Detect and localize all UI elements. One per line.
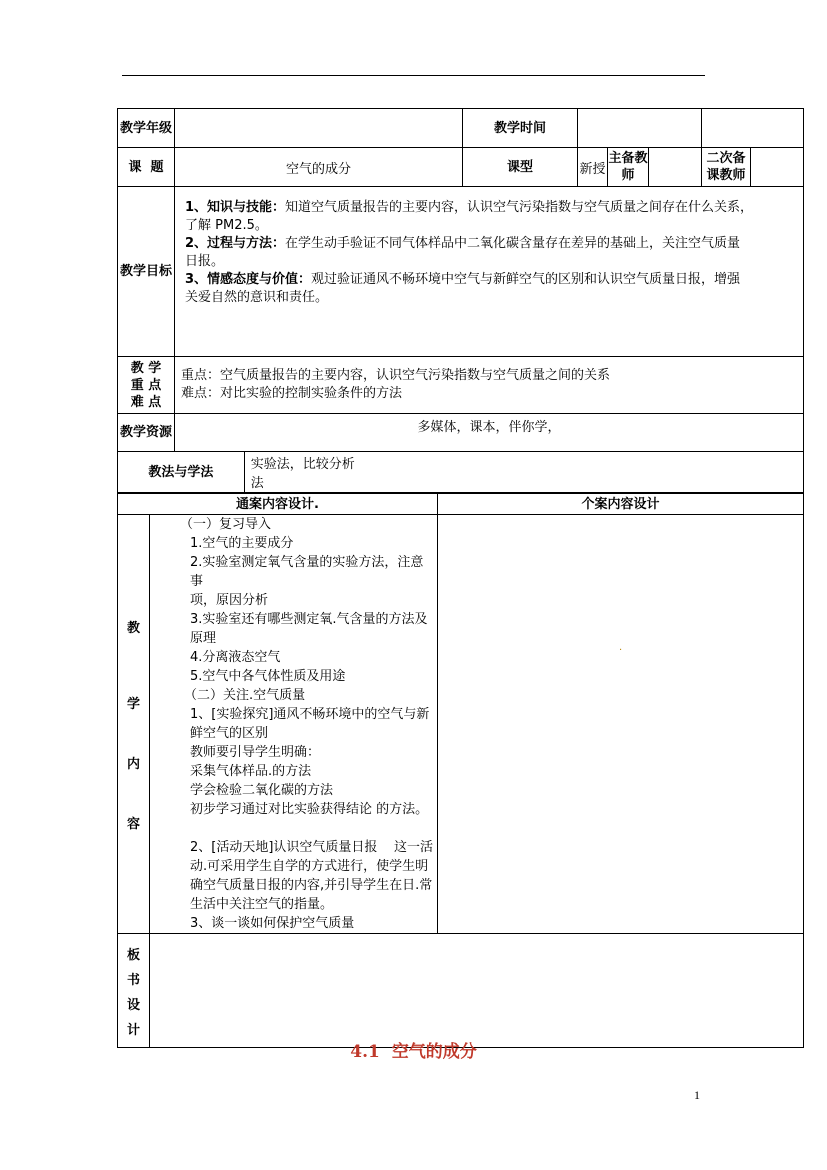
methods-value: 实验法，比较分析法 bbox=[250, 457, 355, 491]
goals-content bbox=[175, 187, 804, 357]
grade-value bbox=[175, 109, 463, 148]
content-line: （一）复习导入 bbox=[180, 517, 272, 532]
goal-line-3: 2、过程与方法：在学生动手验证不同气体样品中二氧化碳含量存在差异的基础上，关注空气质量 bbox=[185, 235, 741, 251]
general-design-header: 通案内容设计. bbox=[118, 494, 438, 515]
content-line: 初步学习通过对比实验获得结论 的方法。 bbox=[190, 802, 429, 817]
resources-value: 多媒体，课本，伴你学， bbox=[175, 414, 804, 452]
methods-label: 教法与学法 bbox=[148, 464, 214, 480]
time-value-1 bbox=[578, 109, 702, 148]
time-label: 教学时间 bbox=[463, 109, 578, 148]
content-line: 采集气体样品.的方法 bbox=[190, 764, 312, 779]
header-rule bbox=[122, 75, 705, 76]
content-line: 原理 bbox=[190, 631, 217, 646]
goal-line-2: 了解 PM2.5。 bbox=[185, 217, 268, 233]
page-number: 1 bbox=[694, 1088, 700, 1102]
content-line: 学会检验二氧化碳的方法 bbox=[190, 783, 334, 798]
goal-line-6: 关爱自然的意识和责任。 bbox=[185, 289, 329, 305]
time-value-2 bbox=[702, 109, 804, 148]
main-teacher-value bbox=[649, 148, 702, 187]
goal-line-1: 1、知识与技能：知道空气质量报告的主要内容，认识空气污染指数与空气质量之间存在什么关系， bbox=[185, 199, 754, 215]
content-line: 1.空气的主要成分 bbox=[190, 536, 294, 551]
main-teacher-label: 主备教师 bbox=[608, 148, 649, 187]
content-line: 2.实验室测定氧气含量的实验方法，注意事 bbox=[190, 555, 424, 589]
key-points-label: 教 学 重 点 难 点 bbox=[118, 357, 175, 414]
goals-label: 教学目标 bbox=[118, 187, 175, 357]
focus-text: 重点：空气质量报告的主要内容，认识空气污染指数与空气质量之间的关系 bbox=[181, 368, 611, 383]
content-line: 4.分离液态空气 bbox=[190, 650, 281, 665]
content-line: 生活中关注空气的指量。 bbox=[190, 897, 334, 912]
individual-design-header: 个案内容设计 bbox=[438, 494, 804, 515]
grade-label: 教学年级 bbox=[118, 109, 175, 148]
type-value: 新授 bbox=[578, 148, 608, 187]
lesson-title: 4.1 空气的成分 bbox=[350, 1042, 477, 1062]
content-line: 教师要引导学生明确： bbox=[190, 745, 321, 760]
content-label: 教 学 内 容 bbox=[118, 515, 150, 934]
content-line: 5.空气中各气体性质及用途 bbox=[190, 669, 346, 684]
content-line: 确空气质量日报的内容,并引导学生在日.常 bbox=[190, 878, 433, 893]
content-line: 3.实验室还有哪些测定氧.气含量的方法及 bbox=[190, 612, 428, 627]
content-line: 1、[实验探究]通风不畅环境中的空气与新 bbox=[190, 707, 430, 722]
goal-line-4: 日报。 bbox=[185, 253, 225, 269]
content-line: 项，原因分析 bbox=[190, 593, 269, 608]
content-line: 3、谈一谈如何保护空气质量 bbox=[190, 916, 355, 931]
topic-label: 课 题 bbox=[118, 148, 175, 187]
content-line: 2、[活动天地]认识空气质量日报 这一活 bbox=[190, 840, 433, 855]
individual-mark: . bbox=[619, 642, 623, 653]
goal-line-5: 3、情感态度与价值：观过验证通风不畅环境中空气与新鲜空气的区别和认识空气质量日报，增强 bbox=[185, 271, 741, 287]
second-teacher-label: 二次备课教师 bbox=[702, 148, 751, 187]
content-line bbox=[154, 819, 433, 838]
second-teacher-value bbox=[751, 148, 804, 187]
general-content bbox=[150, 515, 438, 934]
lesson-info-table bbox=[117, 108, 804, 493]
lesson-content-table bbox=[117, 493, 804, 1048]
type-label: 课型 bbox=[463, 148, 578, 187]
board-label: 板 书 设 计 bbox=[118, 934, 150, 1048]
difficulty-text: 难点：对比实验的控制实验条件的方法 bbox=[181, 386, 403, 401]
content-line: （二）关注.空气质量 bbox=[184, 688, 306, 703]
individual-content bbox=[438, 515, 804, 934]
board-content bbox=[150, 934, 804, 1048]
resources-label: 教学资源 bbox=[118, 414, 175, 452]
key-points-content bbox=[175, 357, 804, 414]
topic-value: 空气的成分 bbox=[175, 148, 463, 187]
content-line: 动.可采用学生自学的方式进行，使学生明 bbox=[190, 859, 429, 874]
content-line: 鲜空气的区别 bbox=[190, 726, 269, 741]
